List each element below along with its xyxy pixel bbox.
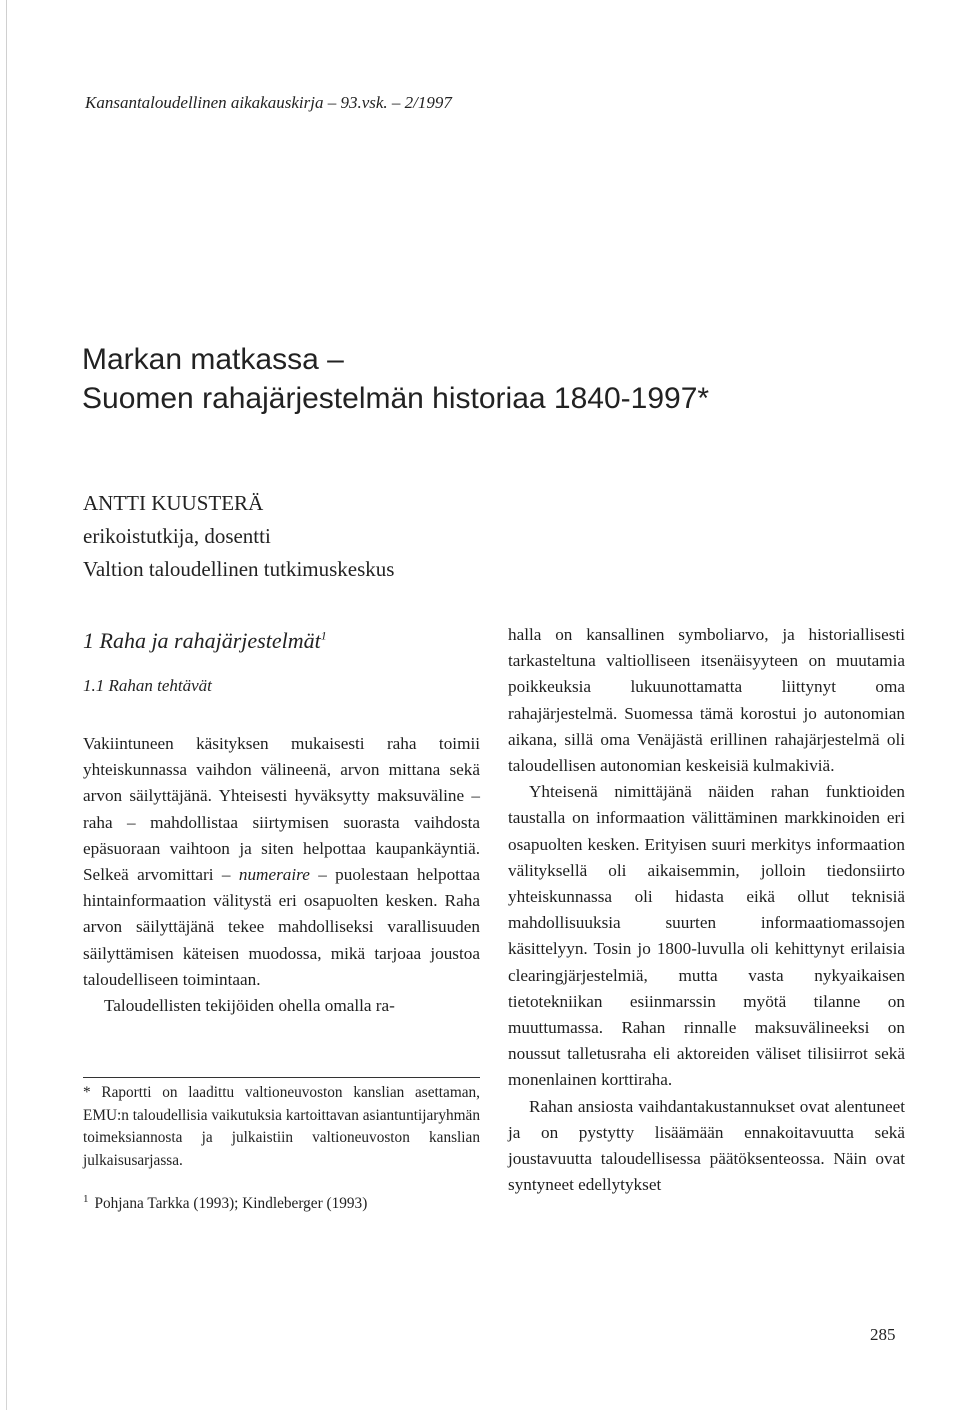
author-name: ANTTI KUUSTERÄ: [83, 491, 264, 515]
page-number: 285: [870, 1325, 896, 1344]
right-paragraph-1: halla on kansallinen symboliarvo, ja historiallisesti tarkasteltuna valtiolliseen itsenäisyyteen on muutamia poikkeuksia lukuunottamatta liittynyt oma rahajärjestelmä. Suomessa tämä korostui jo autonomian aikana, sillä oma Venäjästä erillinen rahajärjestelmä oli taloudellisen autonomian keskeisiä kulmakiviä.: [508, 625, 905, 776]
journal-header: Kansantaloudellinen aikakauskirja – 93.vsk. – 2/1997: [85, 93, 452, 112]
left-paragraph-1: [83, 731, 480, 993]
page-edge-shadow: [6, 0, 7, 1410]
right-paragraph-2: Yhteisenä nimittäjänä näiden rahan funktioiden taustalla on informaation välittäminen markkinoiden eri osapuolten kesken. Erityisen suuri merkitys informaation välityksellä oli aikaisemmin, jolloin tiedonsiirto yhteiskunnassa oli hidasta eikä ollut teknisiä mahdollisuuksia suurten informaatiomassojen käsittelyyn. Tosin jo 1800-luvulla oli kehittynyt erilaisia clearingjärjestelmiä, mutta vasta nykyaikaisen tietotekniikan esiinmarssin myötä tilanne on muuttumassa. Rahan rinnalle maksuvälineeksi on noussut talletusraha eli aktoreiden väliset tilisiirrot sekä monenlainen korttiraha.: [508, 782, 905, 1090]
footnote-1: [83, 1188, 480, 1216]
left-p1-text-b: – puolestaan helpottaa hintainformaation välitystä eri osapuolten kesken. Raha arvon säilyttäjänä tekee mahdolliseksi varallisuuden säilyttämisen käteisen muodossa, mikä tarjoaa joustoa taloudelliseen toimintaan.: [83, 865, 480, 989]
footnote-star: * Raportti on laadittu valtioneuvoston kanslian asettaman, EMU:n taloudellisia vaikutuksia kartoittavan asiantuntijaryhmän toimeksiannosta ja julkaistiin valtioneuvoston kanslian julkaisusarjassa.: [83, 1084, 480, 1169]
section-heading-text: 1 Raha ja rahajärjestelmät: [83, 628, 321, 653]
right-column: [508, 622, 905, 1198]
title-line-1: Markan matkassa –: [82, 343, 344, 376]
author-block: [83, 487, 394, 586]
left-column: [83, 731, 480, 1019]
footnote-1-mark: 1: [83, 1193, 89, 1205]
left-paragraph-2: Taloudellisten tekijöiden ohella omalla ra-: [104, 996, 395, 1016]
left-p1-text-a: Vakiintuneen käsityksen mukaisesti raha toimii yhteiskunnassa vaihdon välineenä, arvon mittana sekä arvon säilyttäjänä. Yhteisesti hyväksytty maksuväline – raha – mahdollistaa siirtymisen suorasta vaihdosta epäsuoraan vaihtoon ja siten helpottaa kaupankäyntiä. Selkeä arvomittari –: [83, 734, 480, 885]
article-title: [82, 340, 709, 418]
section-heading: [83, 628, 327, 654]
left-p1-italic-term: numeraire: [238, 865, 310, 885]
author-affiliation: Valtion taloudellinen tutkimuskeskus: [83, 557, 395, 581]
subsection-heading: 1.1 Rahan tehtävät: [83, 676, 212, 695]
section-footnote-mark: 1: [320, 628, 327, 643]
footnote-rule: [83, 1077, 480, 1078]
author-position: erikoistutkija, dosentti: [83, 524, 271, 548]
footnote-1-text: Pohjana Tarkka (1993); Kindleberger (1993): [94, 1195, 368, 1213]
right-paragraph-3: Rahan ansiosta vaihdantakustannukset ovat alentuneet ja on pystytty lisäämään ennakoitavuutta sekä joustavuutta taloudellisessa päätöksenteossa. Näin ovat syntyneet edellytykset: [508, 1096, 905, 1195]
title-line-2: Suomen rahajärjestelmän historiaa 1840-1997*: [82, 382, 710, 415]
